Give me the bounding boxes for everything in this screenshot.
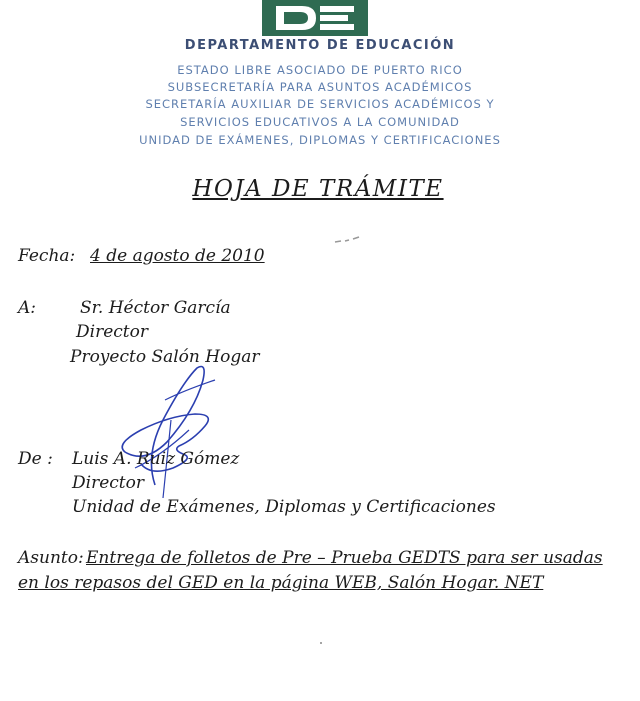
to-label: A: <box>18 298 37 318</box>
to-name: Sr. Héctor García <box>80 298 231 318</box>
to-organization: Proyecto Salón Hogar <box>70 347 260 367</box>
fecha-value: 4 de agosto de 2010 <box>90 246 265 266</box>
header-line-1: ESTADO LIBRE ASOCIADO DE PUERTO RICO <box>177 63 463 77</box>
de-logo-icon <box>262 0 368 36</box>
from-label: De : <box>18 449 53 469</box>
document-title: HOJA DE TRÁMITE <box>192 176 444 202</box>
from-organization: Unidad de Exámenes, Diplomas y Certificaciones <box>72 497 496 517</box>
scan-speck <box>320 642 322 644</box>
from-position: Director <box>72 473 144 493</box>
fecha-label: Fecha: <box>18 246 76 266</box>
asunto-label: Asunto: <box>18 548 84 568</box>
asunto-line-2: en los repasos del GED en la página WEB, Salón Hogar. NET <box>18 573 544 593</box>
header-line-3: SECRETARÍA AUXILIAR DE SERVICIOS ACADÉMICOS Y <box>145 97 495 111</box>
department-name: DEPARTAMENTO DE EDUCACIÓN <box>184 38 456 53</box>
asunto-line-1: Entrega de folletos de Pre – Prueba GEDTS para ser usadas <box>86 548 603 568</box>
to-position: Director <box>76 322 148 342</box>
header-line-4: SERVICIOS EDUCATIVOS A LA COMUNIDAD <box>180 115 460 129</box>
header-line-5: UNIDAD DE EXÁMENES, DIPLOMAS Y CERTIFICACIONES <box>139 133 501 147</box>
ink-smudge-icon <box>333 236 361 244</box>
header-line-2: SUBSECRETARÍA PARA ASUNTOS ACADÉMICOS <box>167 80 473 94</box>
from-name: Luis A. Ruiz Gómez <box>72 449 240 469</box>
